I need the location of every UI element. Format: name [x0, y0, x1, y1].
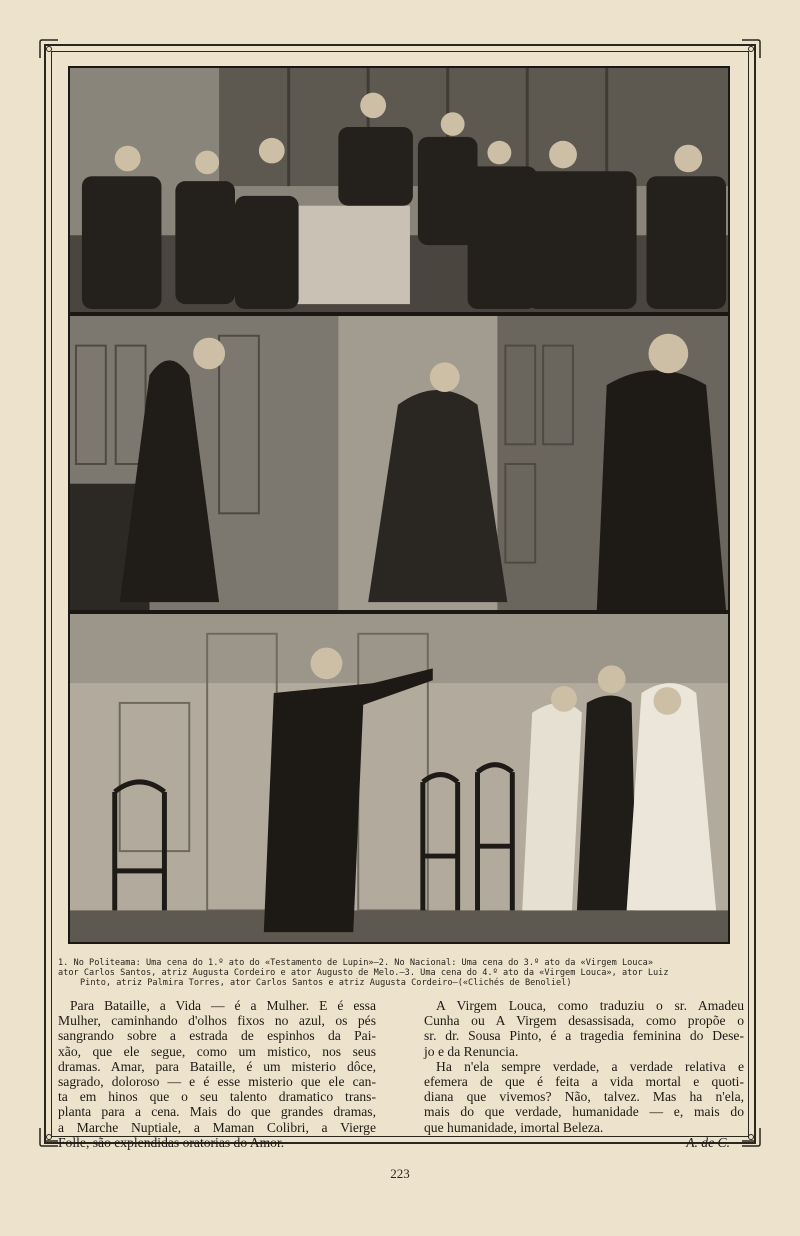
page-number: 223: [390, 1166, 410, 1181]
caption-line: ator Carlos Santos, atriz Augusta Cordeiro e ator Augusto de Melo.—3. Uma cena do 4.º ato da «Virgem Louca», ator Luiz: [58, 968, 669, 978]
article-line: planta para a cena. Mais do que grandes dramas,: [58, 1104, 376, 1120]
article-line: mais do que verdade, humanidade — e, mais do: [424, 1104, 744, 1120]
article-line: jo e da Renuncia.: [424, 1043, 519, 1059]
article-line: sagrado, doloroso — e é esse misterio que ele can-: [58, 1074, 376, 1090]
photo-politeama-scene: [68, 66, 730, 314]
article-line: que humanidade, imortal Beleza.: [424, 1119, 604, 1135]
article-line: efemera de que é feita a vida mortal e quoti-: [424, 1074, 744, 1090]
article-line: xão, que ele segue, como um mistico, nos seus: [58, 1043, 376, 1059]
article-line: Cunha ou A Virgem desassisada, como propõe o: [424, 1013, 744, 1029]
article-line: sangrando sobre a estrada de espinhos da Pai-: [58, 1028, 376, 1044]
article-line: Mulher, caminhando d'olhos fixos no azul, os pés: [58, 1013, 376, 1029]
caption-line: 1. No Politeama: Uma cena do 1.º ato do «Testamento de Lupin»—2. No Nacional: Uma cena do 3.º ato da «Virgem Louca»: [58, 958, 653, 968]
caption-line: Pinto, atriz Palmira Torres, ator Carlos Santos e atriz Augusta Cordeiro—(«Clichés de Benoliel): [80, 978, 572, 988]
article-line: a Marche Nuptiale, a Maman Colibri, a Vierge: [58, 1119, 376, 1135]
article-line: ta em hinos que o seu talento dramatico trans-: [58, 1089, 376, 1105]
article-line: Ha n'ela sempre verdade, a verdade relativa e: [436, 1058, 744, 1074]
article-line: A Virgem Louca, como traduziu o sr. Amadeu: [436, 998, 744, 1013]
corner-ornament-icon: [36, 36, 62, 62]
article-line: Para Bataille, a Vida — é a Mulher. E é essa: [70, 998, 376, 1013]
corner-ornament-icon: [738, 36, 764, 62]
article-line: Folle, são explendidas oratorias do Amor.: [58, 1134, 285, 1150]
photo-caption: [58, 958, 744, 988]
article-column-right: [424, 998, 744, 1150]
article-column-left: [58, 998, 376, 1150]
article-line: dramas. Amar, para Bataille, é um misterio dôce,: [58, 1058, 376, 1074]
photo-nacional-scene: [68, 314, 730, 612]
article-author: A. de C.: [686, 1134, 730, 1150]
article-line: diana que vivemos? Não, talvez. Mas ha n'ela,: [424, 1089, 744, 1105]
article-line: sr. dr. Sousa Pinto, é a tragedia feminina do Dese-: [424, 1028, 744, 1044]
photo-virgem-louca-act4: [68, 612, 730, 944]
